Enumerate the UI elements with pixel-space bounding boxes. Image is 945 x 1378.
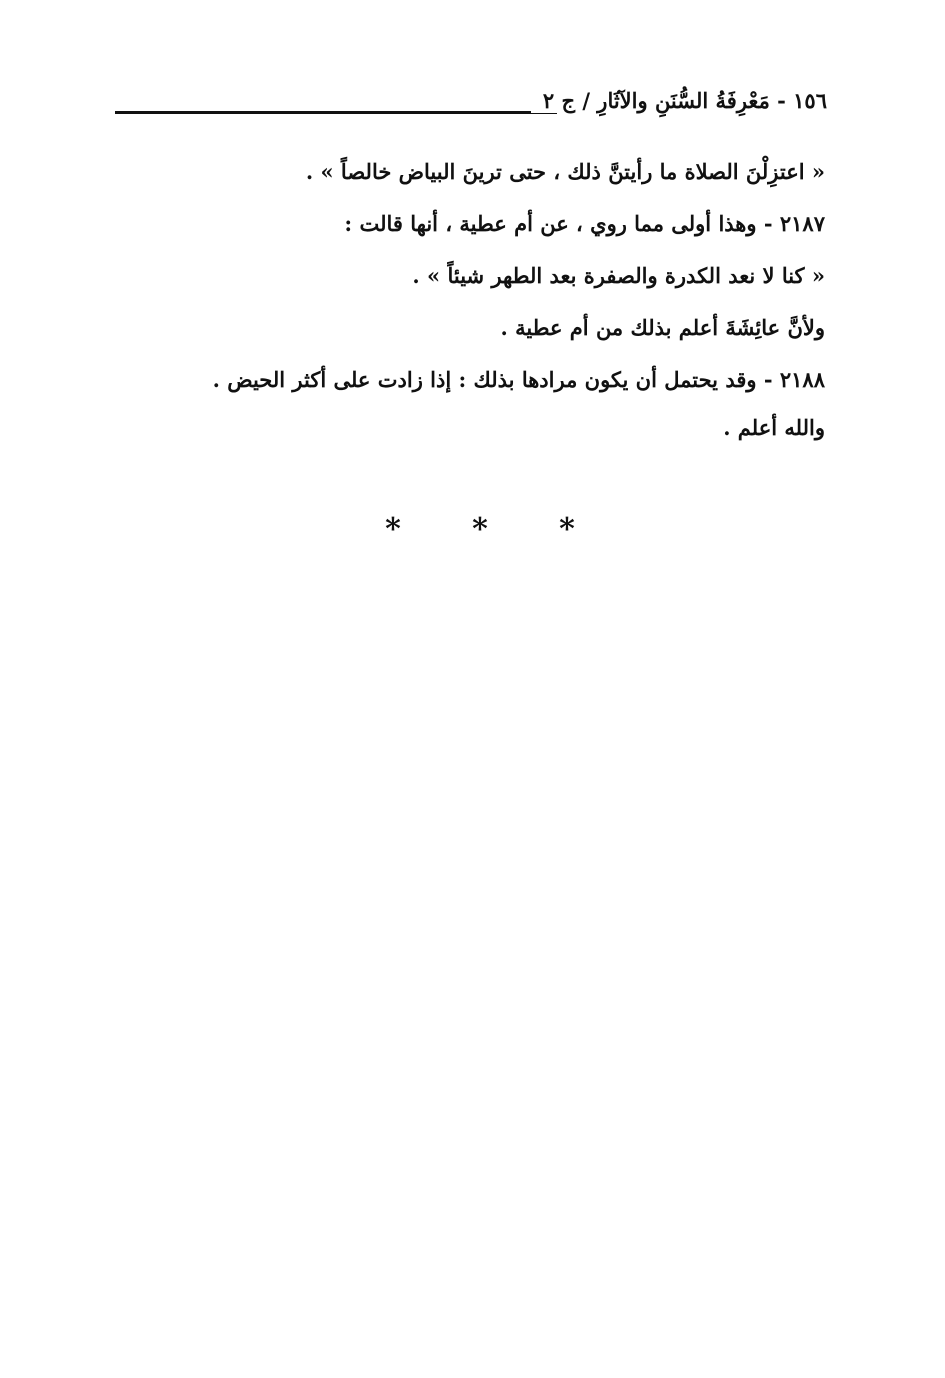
page-header [115,88,827,122]
section-divider-stars [380,512,580,547]
text-line-closing: والله أعلم . [723,415,825,440]
text-line-aisha: ولأنَّ عائِشَةَ أعلم بذلك من أم عطية . [500,315,825,340]
star-glyph: * [472,512,488,547]
text-line-quote-2: « كنا لا نعد الكدرة والصفرة بعد الطهر شيئاً » . [412,263,825,288]
page-body [110,146,825,450]
running-head: ١٥٦ - مَعْرِفَةُ السُّنَنِ والآثَارِ / ج ٢ [531,88,827,113]
star-glyph: * [385,512,401,547]
text-line-hadith-2188: ٢١٨٨ - وقد يحتمل أن يكون مرادها بذلك : إذا زادت على أكثر الحيض . [212,367,825,392]
star-glyph: * [559,512,575,547]
text-line-quote-1: « اعتزِلْنَ الصلاة ما رأيتنَّ ذلك ، حتى ترينَ البياض خالصاً » . [305,159,825,184]
header-rule [115,111,557,114]
text-line-hadith-2187: ٢١٨٧ - وهذا أولى مما روي ، عن أم عطية ، أنها قالت : [344,211,825,236]
